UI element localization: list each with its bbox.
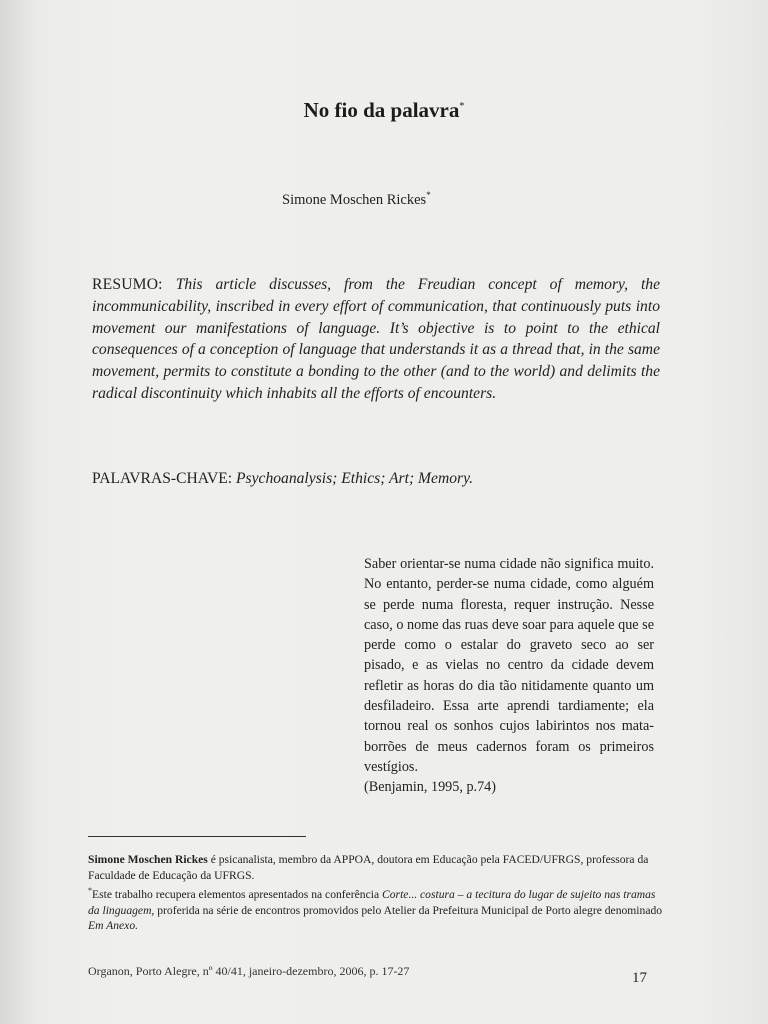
- article-title-text: No fio da palavra: [303, 98, 460, 122]
- article-author: [282, 190, 431, 209]
- abstract-text: This article discusses, from the Freudian concept of memory, the incommunicability, inscribed in every effort of communication, that continuously puts into movement our manifestations of language. It’s objective is to point to the ethical consequences of a conception of language that understands it as a thread that, in the same movement, permits to constitute a bonding to the other (and to the world) and delimits the radical discontinuity which inhabits all the efforts of encounters.: [92, 276, 660, 402]
- epigraph-citation: (Benjamin, 1995, p.74): [364, 779, 497, 796]
- footnote-work-mid: proferida na série de encontros promovidos pelo Atelier da Prefeitura Municipal de Porto alegre denominado: [157, 903, 663, 917]
- footnote-author-note: é psicanalista, membro da APPOA, doutora em Educação pela FACED/UFRGS, professora da Faculdade de Educação da UFRGS.: [88, 853, 649, 882]
- keywords-text: Psychoanalysis; Ethics; Art; Memory.: [236, 470, 474, 487]
- journal-citation: Organon, Porto Alegre, nº 40/41, janeiro-dezembro, 2006, p. 17-27: [88, 964, 410, 978]
- abstract-label: RESUMO:: [92, 276, 163, 293]
- title-footnote-mark: *: [459, 101, 465, 112]
- author-footnote-mark: *: [426, 190, 431, 200]
- page-number: 17: [632, 970, 647, 986]
- footnotes: [88, 852, 666, 934]
- footnote-work-start: Este trabalho recupera elementos apresentados na conferência: [92, 888, 380, 902]
- epigraph-text: Saber orientar-se numa cidade não significa muito. No entanto, perder-se numa cidade, como alguém se perde numa floresta, requer instrução. Nesse caso, o nome das ruas deve soar para aquele que se perde como o estalar do graveto seco ao ser pisado, e as vielas no centro da cidade devem refletir as horas do dia tão nitidamente quanto um desfiladeiro. Essa arte aprendi tardiamente; ela tornou real os sonhos cujos labirintos nos mata-borrões de meus cadernos foram os primeiros vestígios.: [364, 556, 654, 775]
- footnote-work-end: Em Anexo.: [88, 919, 139, 933]
- author-name: Simone Moschen Rickes: [282, 191, 427, 208]
- footnote-author-name: Simone Moschen Rickes: [88, 853, 208, 866]
- article-title: [0, 98, 768, 123]
- abstract: [92, 274, 660, 405]
- footnote-work-title: Corte... costura – a tecitura do lugar de sujeito nas tramas da linguagem,: [88, 888, 656, 917]
- keywords-label: PALAVRAS-CHAVE:: [92, 470, 233, 487]
- keywords: [92, 470, 660, 488]
- footnote-work: [88, 883, 666, 934]
- footnote-divider: [88, 836, 306, 837]
- footnote-author: [88, 852, 666, 883]
- footnote-work-mark: *: [88, 886, 92, 896]
- epigraph: [364, 554, 654, 798]
